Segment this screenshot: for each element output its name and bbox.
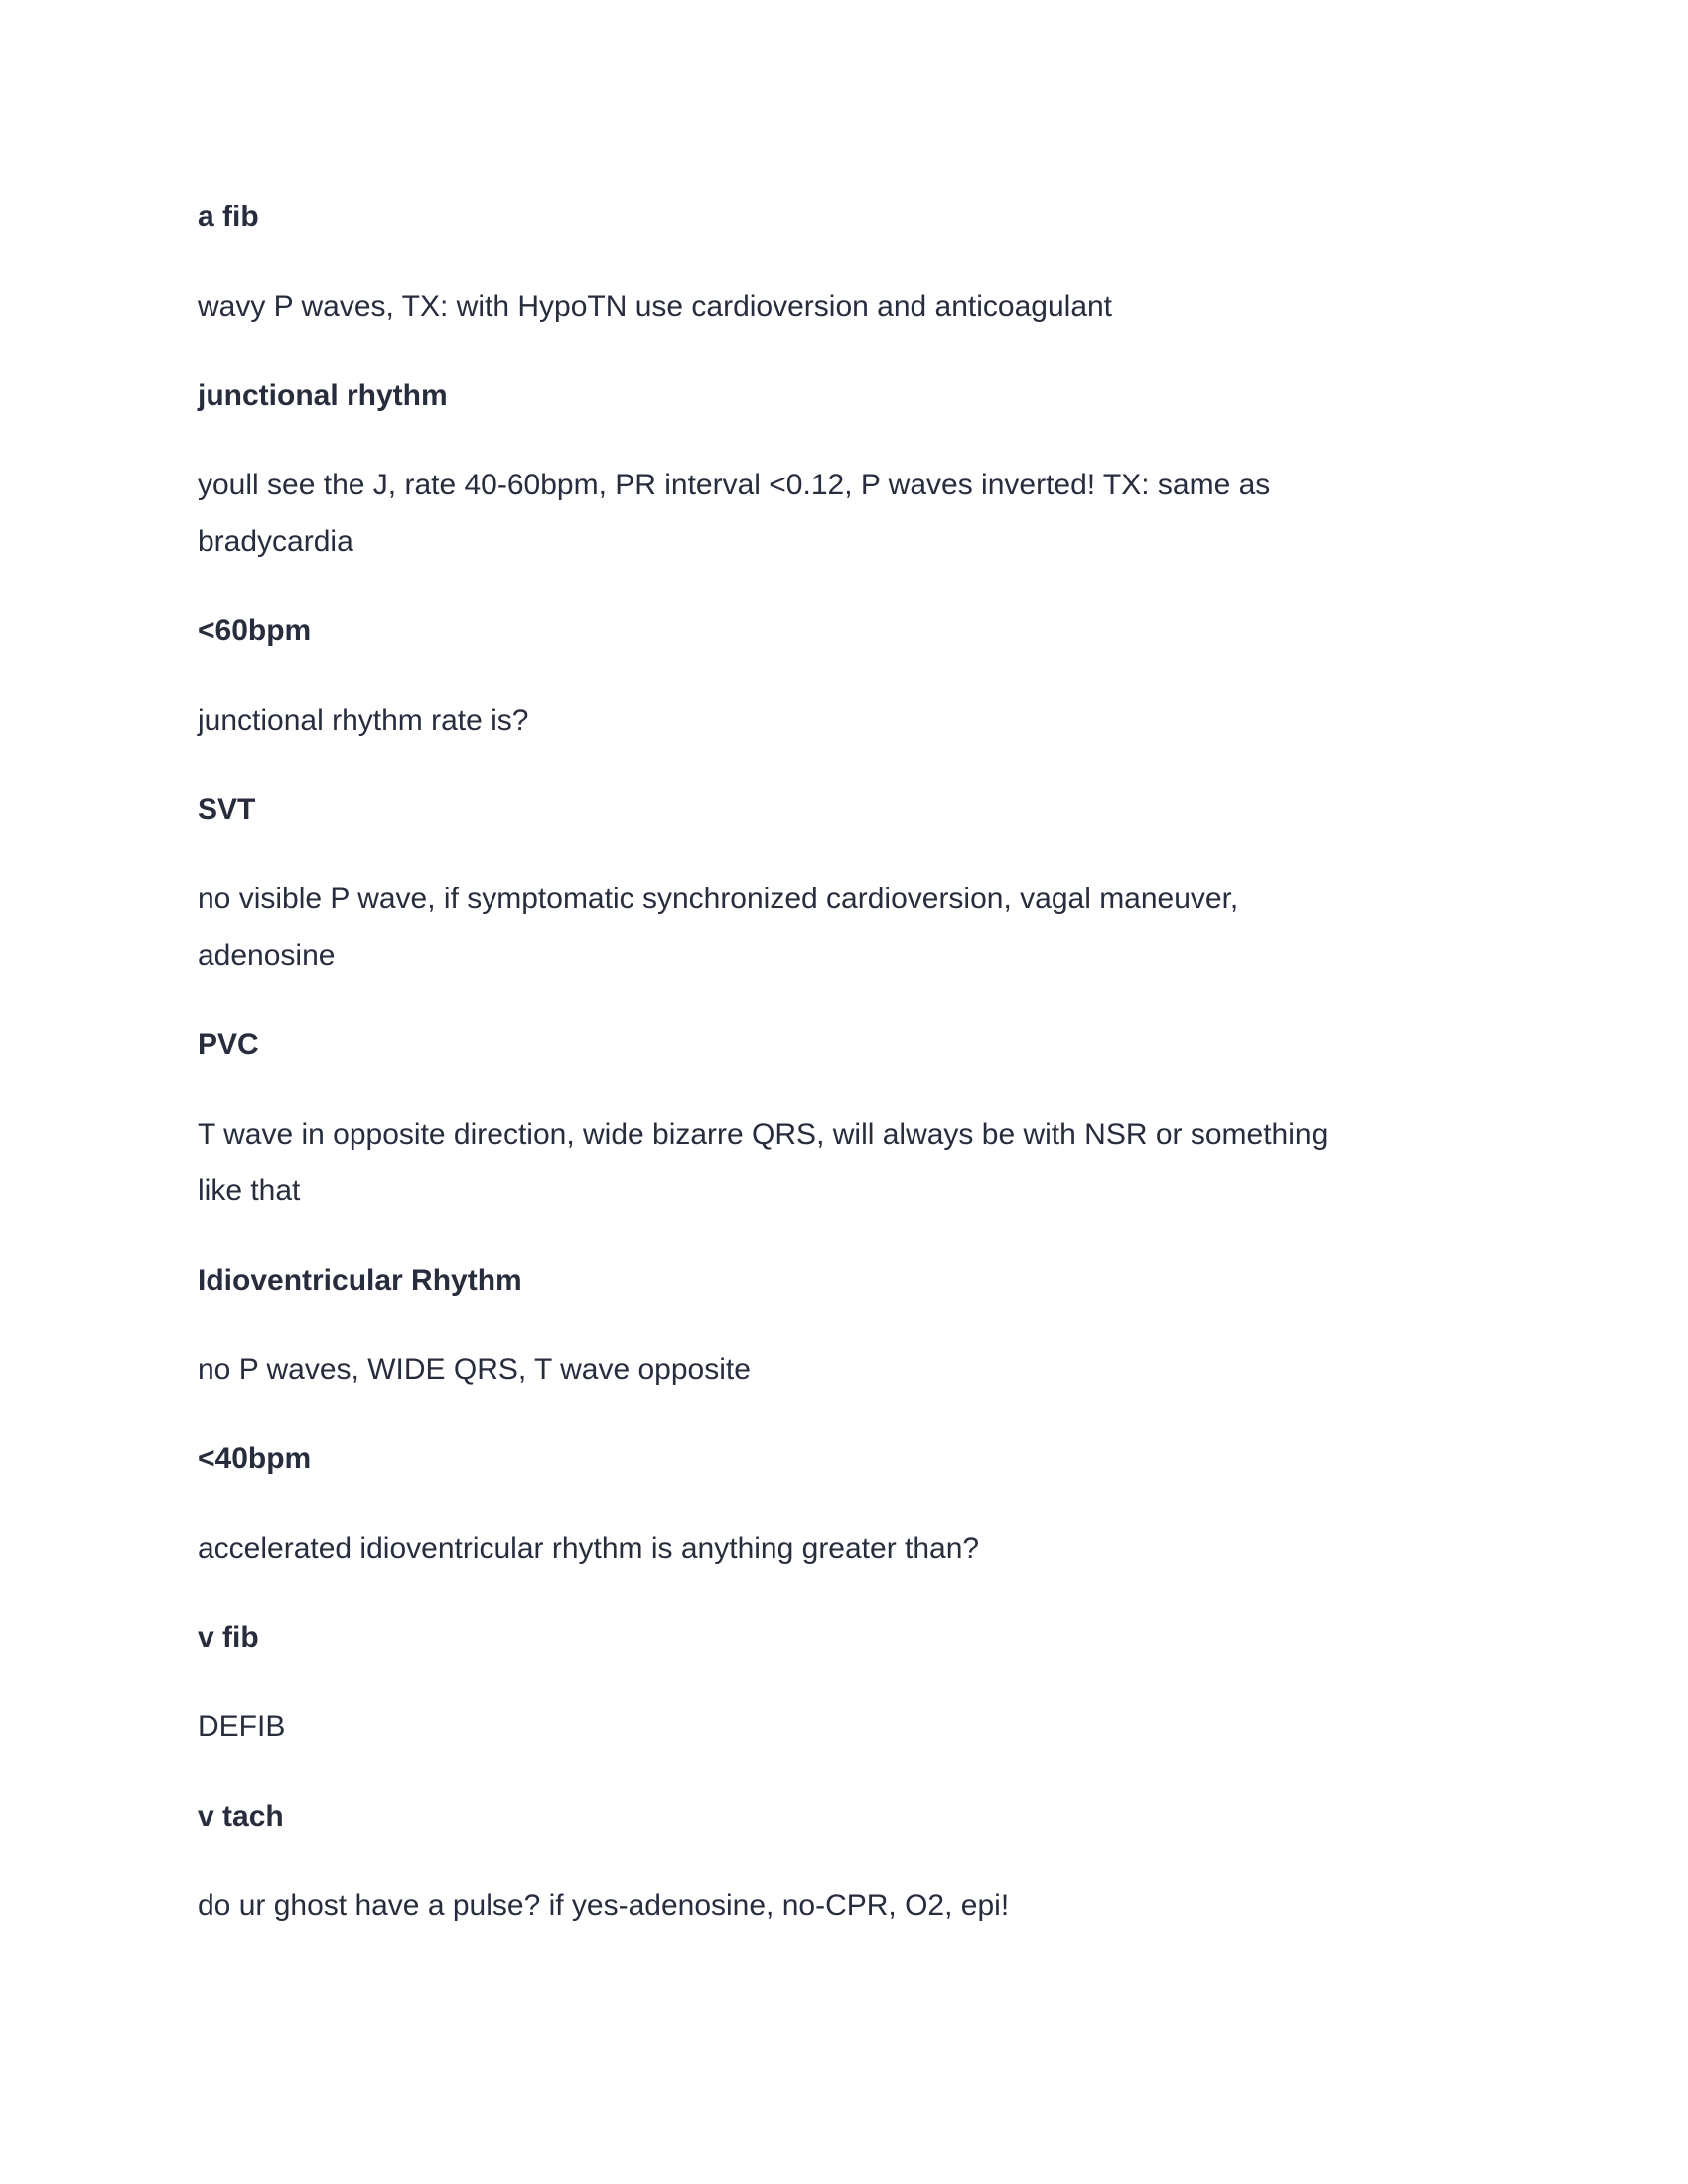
term-text: <40bpm (198, 1442, 312, 1475)
term-text: SVT (198, 793, 256, 826)
card-definition (198, 457, 1488, 570)
card-term (198, 1252, 1488, 1308)
term-text: <60bpm (198, 614, 312, 647)
card-definition (198, 1699, 1488, 1755)
definition-line: junctional rhythm rate is? (198, 704, 529, 737)
card-definition (198, 1341, 1488, 1398)
card-definition (198, 692, 1488, 749)
definition-line: do ur ghost have a pulse? if yes-adenosine, no-CPR, O2, epi! (198, 1889, 1010, 1922)
definition-line: accelerated idioventricular rhythm is anything greater than? (198, 1532, 980, 1565)
definition-line: youll see the J, rate 40-60bpm, PR interval <0.12, P waves inverted! TX: same as (198, 469, 1271, 501)
definition-line: like that (198, 1174, 301, 1207)
definition-line: adenosine (198, 939, 336, 972)
term-text: v tach (198, 1800, 284, 1833)
definition-line: wavy P waves, TX: with HypoTN use cardioversion and anticoagulant (198, 290, 1113, 323)
card-definition (198, 871, 1488, 984)
definition-line: bradycardia (198, 525, 353, 558)
definition-line: DEFIB (198, 1710, 286, 1743)
card-definition (198, 1520, 1488, 1576)
card-term (198, 1788, 1488, 1844)
card-definition (198, 1106, 1488, 1219)
definition-line: no P waves, WIDE QRS, T wave opposite (198, 1353, 751, 1386)
card-term (198, 1609, 1488, 1666)
card-term (198, 1431, 1488, 1487)
card-term (198, 189, 1488, 245)
card-term (198, 781, 1488, 838)
term-text: v fib (198, 1621, 259, 1654)
card-term (198, 603, 1488, 659)
term-text: Idioventricular Rhythm (198, 1264, 522, 1297)
flashcard-document (198, 189, 1488, 1967)
card-term (198, 1017, 1488, 1073)
card-definition (198, 278, 1488, 335)
card-definition (198, 1877, 1488, 1934)
definition-line: no visible P wave, if symptomatic synchronized cardioversion, vagal maneuver, (198, 883, 1239, 915)
term-text: junctional rhythm (198, 379, 448, 412)
term-text: a fib (198, 201, 259, 233)
term-text: PVC (198, 1028, 259, 1061)
card-term (198, 367, 1488, 424)
definition-line: T wave in opposite direction, wide bizarre QRS, will always be with NSR or something (198, 1118, 1329, 1151)
